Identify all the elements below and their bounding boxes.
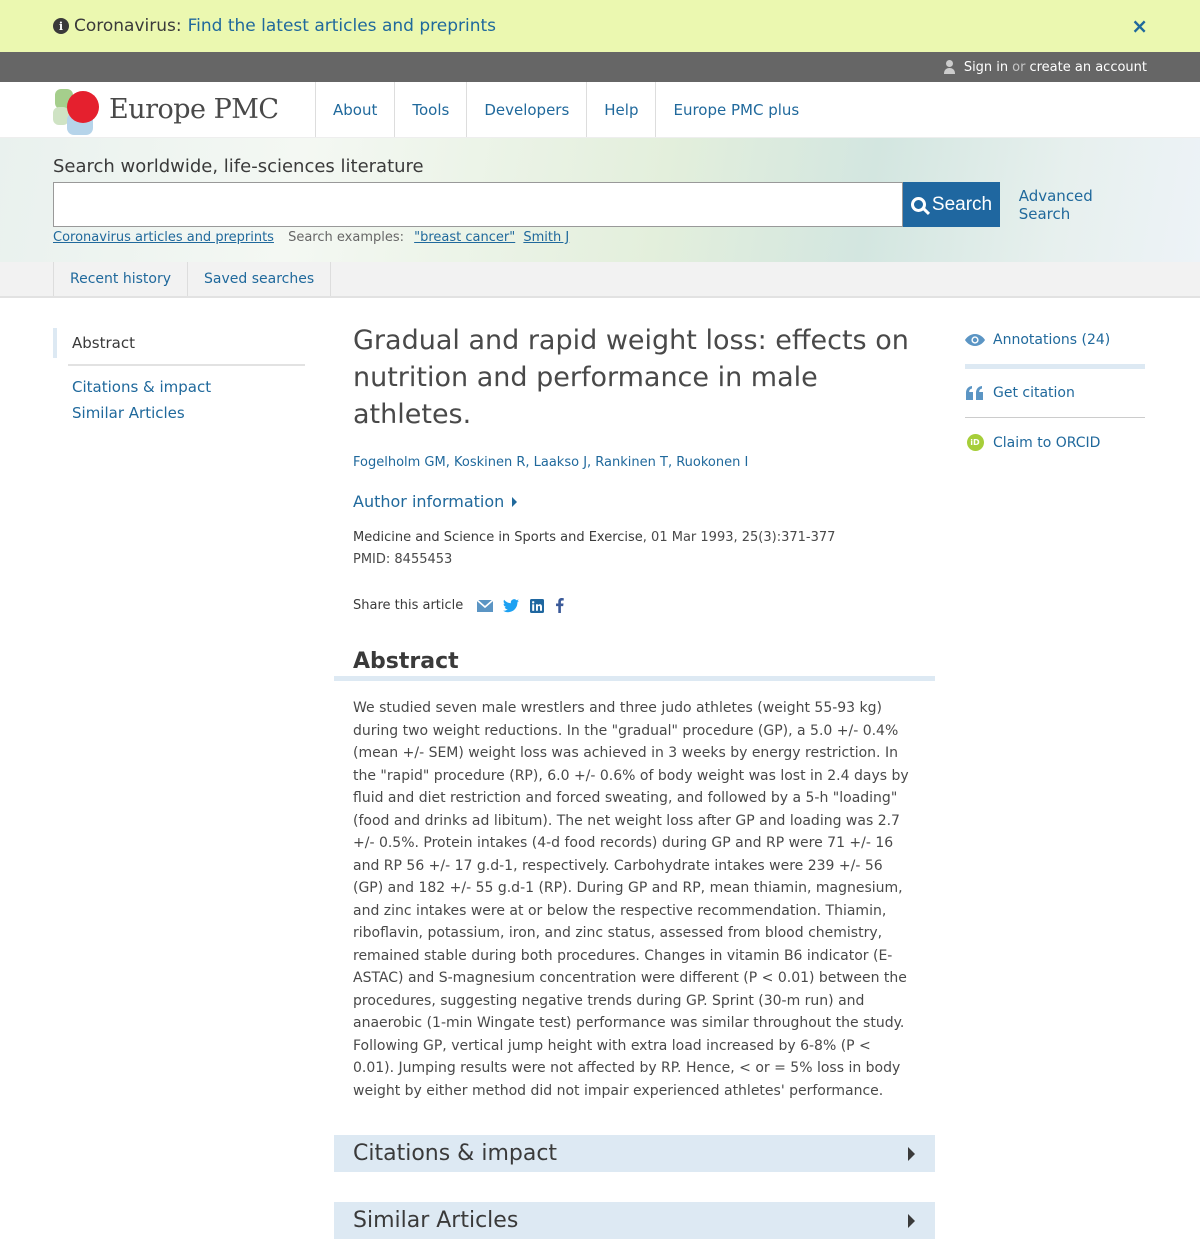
or-text: or — [1012, 59, 1026, 75]
europe-pmc-logo[interactable] — [53, 82, 315, 137]
create-account-link[interactable]: create an account — [1029, 59, 1147, 75]
search-subtabs — [0, 262, 1200, 298]
get-citation-label: Get citation — [993, 385, 1075, 401]
close-icon[interactable]: × — [1131, 14, 1148, 38]
tab-saved-searches[interactable]: Saved searches — [187, 262, 331, 296]
banner-label: Coronavirus: — [74, 16, 182, 36]
section-nav-citations[interactable]: Citations & impact — [72, 378, 212, 396]
search-button[interactable] — [903, 182, 999, 227]
main-content — [0, 298, 1200, 1233]
caret-right-icon — [512, 497, 517, 507]
section-nav-abstract[interactable]: Abstract — [53, 328, 305, 358]
sign-in-link[interactable]: Sign in — [963, 59, 1009, 75]
search-examples — [53, 230, 1147, 245]
annotations-link[interactable] — [965, 332, 1145, 348]
journal-citation — [353, 527, 935, 571]
article-title: Gradual and rapid weight loss: effects on nutrition and performance in male athletes. — [353, 325, 909, 430]
facebook-icon[interactable] — [555, 598, 564, 613]
article — [334, 322, 935, 1239]
nav-europe-pmc-plus[interactable]: Europe PMC plus — [655, 82, 816, 137]
info-icon: i — [53, 18, 69, 34]
divider — [965, 417, 1145, 418]
article-section-nav — [53, 328, 305, 430]
similar-articles-label: Similar Articles — [353, 1208, 519, 1233]
user-icon — [944, 60, 955, 74]
share-label: Share this article — [353, 598, 464, 613]
logo-mark-icon — [53, 85, 99, 135]
search-icon — [911, 197, 926, 212]
logo-text: Europe PMC — [109, 94, 279, 125]
search-button-label: Search — [931, 193, 993, 215]
main-nav — [315, 82, 816, 137]
author-information-label: Author information — [353, 492, 505, 511]
tab-recent-history[interactable]: Recent history — [53, 262, 187, 296]
journal-name: Medicine and Science in Sports and Exercise — [353, 530, 643, 545]
nav-tools[interactable]: Tools — [394, 82, 466, 137]
section-nav-similar-articles[interactable]: Similar Articles — [72, 404, 185, 422]
linkedin-icon[interactable] — [529, 599, 545, 613]
search-area — [0, 138, 1200, 262]
author-list[interactable]: Fogelholm GM, Koskinen R, Laakso J, Rankinen T, Ruokonen I — [353, 455, 749, 470]
orcid-icon: iD — [967, 434, 984, 451]
search-title: Search worldwide, life-sciences literature — [53, 156, 424, 177]
article-tools-panel — [965, 332, 1145, 451]
author-information-toggle[interactable] — [353, 492, 935, 511]
coronavirus-banner — [0, 0, 1200, 52]
claim-to-orcid-label: Claim to ORCID — [993, 434, 1101, 451]
email-icon[interactable] — [477, 599, 493, 613]
coronavirus-articles-link[interactable]: Coronavirus articles and preprints — [53, 230, 274, 245]
account-bar — [0, 52, 1200, 82]
similar-articles-section[interactable] — [334, 1202, 935, 1239]
annotations-label: Annotations (24) — [993, 332, 1111, 348]
divider — [965, 364, 1145, 369]
search-input[interactable] — [53, 182, 903, 227]
nav-help[interactable]: Help — [586, 82, 655, 137]
twitter-icon[interactable] — [503, 599, 519, 613]
caret-right-icon — [908, 1214, 915, 1228]
eye-icon — [965, 334, 985, 346]
caret-right-icon — [908, 1147, 915, 1161]
advanced-search-link[interactable]: Advanced Search — [1018, 186, 1093, 223]
get-citation-link[interactable] — [965, 385, 1145, 401]
abstract-heading: Abstract — [334, 649, 935, 681]
nav-about[interactable]: About — [315, 82, 394, 137]
banner-link[interactable]: Find the latest articles and preprints — [187, 16, 496, 36]
example-smith-j[interactable]: Smith J — [523, 230, 570, 245]
citations-impact-label: Citations & impact — [353, 1141, 558, 1166]
citations-impact-section[interactable] — [334, 1135, 935, 1172]
share-article — [353, 598, 935, 613]
site-header — [0, 82, 1200, 138]
search-examples-label: Search examples: — [288, 230, 404, 245]
quote-icon — [965, 386, 985, 400]
pmid: PMID: 8455453 — [353, 552, 453, 567]
citation-details: , 01 Mar 1993, 25(3):371-377 — [642, 530, 836, 545]
claim-to-orcid-link[interactable] — [965, 434, 1145, 451]
nav-developers[interactable]: Developers — [466, 82, 586, 137]
abstract-text: We studied seven male wrestlers and three judo athletes (weight 55-93 kg) during two weight reductions. In the "gradual" procedure (GP), a 5.0 +/- 0.4% (mean +/- SEM) weight loss was achieved in 3 weeks by energy restriction. In the "rapid" procedure (RP), 6.0 +/- 0.6% of body weight was lost in 2.4 days by fluid and diet restriction and forced sweating, and followed by a 5-h "loading" (food and drinks ad libitum). The net weight loss after GP and loading was 2.7 +/- 0.5%. Protein intakes (4-d food records) during GP and RP were 71 +/- 16 and RP 56 +/- 17 g.d-1, respectively. Carbohydrate intakes were 239 +/- 56 (GP) and 182 +/- 55 g.d-1 (RP). During GP and RP, mean thiamin, magnesium, and zinc intakes were at or below the respective recommendation. Thiamin, riboflavin, potassium, iron, and zinc status, assessed from blood chemistry, remained stable during both procedures. Changes in vitamin B6 indicator (E-ASTAC) and S-magnesium concentration were different (P < 0.01) between the procedures, suggesting negative trends during GP. Sprint (30-m run) and anaerobic (1-min Wingate test) performance was similar throughout the study. Following GP, vertical jump height with extra load increased by 6-8% (P < 0.01). Jumping results were not affected by RP. Hence, < or = 5% loss in body weight by either method did not impair experienced athletes' performance. — [353, 700, 909, 1099]
divider — [68, 364, 305, 366]
example-breast-cancer[interactable]: "breast cancer" — [414, 230, 516, 245]
